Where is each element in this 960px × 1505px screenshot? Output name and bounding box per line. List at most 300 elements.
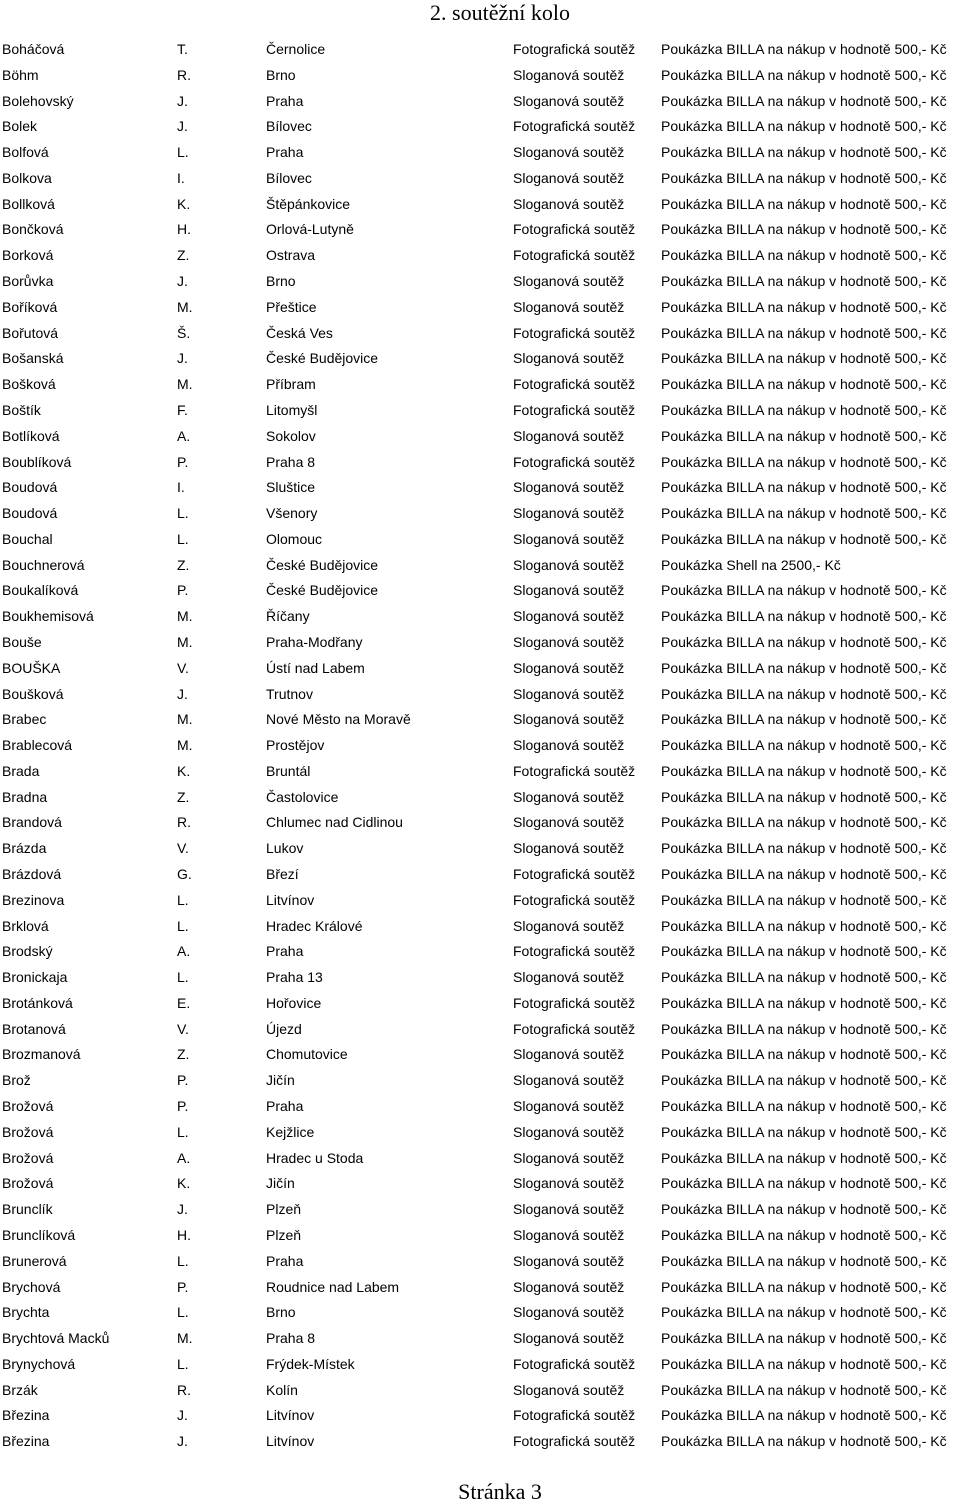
table-row	[0, 759, 960, 785]
prize-cell: Poukázka BILLA na nákup v hodnotě 500,- Kč	[661, 92, 947, 109]
city-cell: Černolice	[266, 41, 326, 57]
surname-cell: Bončková	[2, 221, 64, 238]
initial-cell: K.	[177, 195, 191, 212]
initial-cell: L.	[177, 530, 189, 547]
competition-cell: Sloganová soutěž	[513, 298, 625, 315]
initial-cell: Z.	[177, 556, 190, 573]
surname-cell: Bouchnerová	[2, 556, 85, 573]
table-row	[0, 1326, 960, 1352]
competition-cell: Fotografická soutěž	[513, 247, 636, 264]
initial-cell: A.	[177, 1149, 191, 1166]
city-cell: Hořovice	[266, 994, 322, 1011]
surname-cell: BOUŠKA	[2, 659, 61, 676]
city-cell: Trutnov	[266, 685, 313, 702]
initial-cell: J.	[177, 1201, 188, 1218]
competition-cell: Sloganová soutěž	[513, 144, 625, 161]
city-cell: Ostrava	[266, 247, 316, 264]
surname-cell: Boukhemisová	[2, 608, 94, 625]
table-row	[0, 63, 960, 89]
city-cell: Štěpánkovice	[266, 195, 351, 212]
table-row	[0, 1223, 960, 1249]
competition-cell: Fotografická soutěž	[513, 401, 636, 418]
competition-cell: Sloganová soutěž	[513, 1072, 625, 1089]
surname-cell: Brezinova	[2, 891, 65, 908]
prize-cell: Poukázka BILLA na nákup v hodnotě 500,- Kč	[661, 840, 947, 857]
initial-cell: Z.	[177, 1046, 190, 1063]
surname-cell: Bradna	[2, 788, 48, 805]
city-cell: Prostějov	[266, 737, 325, 754]
prize-cell: Poukázka BILLA na nákup v hodnotě 500,- Kč	[661, 66, 947, 83]
prize-cell: Poukázka BILLA na nákup v hodnotě 500,- Kč	[661, 453, 947, 470]
table-row	[0, 888, 960, 914]
surname-cell: Bronickaja	[2, 969, 68, 986]
city-cell: Kejžlice	[266, 1123, 315, 1140]
city-cell: Přeštice	[266, 298, 317, 315]
table-row	[0, 1300, 960, 1326]
table-row	[0, 372, 960, 398]
competition-cell: Sloganová soutěž	[513, 1226, 625, 1243]
table-row	[0, 604, 960, 630]
city-cell: Bruntál	[266, 762, 311, 779]
surname-cell: Boušková	[2, 685, 64, 702]
city-cell: Hradec u Stoda	[266, 1149, 364, 1166]
competition-cell: Sloganová soutěž	[513, 169, 625, 186]
initial-cell: H.	[177, 1226, 191, 1243]
city-cell: Sluštice	[266, 479, 316, 496]
initial-cell: V.	[177, 659, 189, 676]
initial-cell: L.	[177, 1123, 189, 1140]
initial-cell: J.	[177, 685, 188, 702]
city-cell: České Budějovice	[266, 556, 379, 573]
surname-cell: Brunerová	[2, 1252, 67, 1269]
table-row	[0, 656, 960, 682]
city-cell: Chomutovice	[266, 1046, 348, 1063]
initial-cell: J.	[177, 1407, 188, 1424]
city-cell: Praha	[266, 1098, 304, 1115]
competition-cell: Sloganová soutěž	[513, 273, 625, 290]
table-row	[0, 346, 960, 372]
surname-cell: Březina	[2, 1407, 50, 1424]
initial-cell: M.	[177, 737, 193, 754]
prize-cell: Poukázka BILLA na nákup v hodnotě 500,- Kč	[661, 247, 947, 264]
surname-cell: Borůvka	[2, 273, 54, 290]
table-row	[0, 991, 960, 1017]
initial-cell: E.	[177, 994, 191, 1011]
competition-cell: Sloganová soutěž	[513, 1046, 625, 1063]
initial-cell: P.	[177, 1278, 189, 1295]
initial-cell: Š.	[177, 324, 191, 341]
table-row	[0, 1017, 960, 1043]
table-row	[0, 1249, 960, 1275]
competition-cell: Fotografická soutěž	[513, 453, 636, 470]
city-cell: Praha	[266, 943, 304, 960]
initial-cell: L.	[177, 1252, 189, 1269]
competition-cell: Sloganová soutěž	[513, 633, 625, 650]
initial-cell: P.	[177, 1072, 189, 1089]
prize-cell: Poukázka BILLA na nákup v hodnotě 500,- Kč	[661, 169, 947, 186]
prize-cell: Poukázka BILLA na nákup v hodnotě 500,- Kč	[661, 1149, 947, 1166]
competition-cell: Sloganová soutěž	[513, 685, 625, 702]
city-cell: Praha 8	[266, 1330, 316, 1347]
prize-cell: Poukázka BILLA na nákup v hodnotě 500,- Kč	[661, 788, 947, 805]
initial-cell: L.	[177, 144, 189, 161]
surname-cell: Brandová	[2, 814, 62, 831]
prize-cell: Poukázka BILLA na nákup v hodnotě 500,- Kč	[661, 814, 947, 831]
competition-cell: Fotografická soutěž	[513, 866, 636, 882]
surname-cell: Brožová	[2, 1149, 54, 1166]
surname-cell: Böhm	[2, 66, 39, 83]
city-cell: Hradec Králové	[266, 917, 363, 934]
surname-cell: Bouchal	[2, 530, 53, 547]
prize-cell: Poukázka BILLA na nákup v hodnotě 500,- Kč	[661, 1355, 947, 1372]
competition-cell: Sloganová soutěž	[513, 1381, 625, 1398]
prize-cell: Poukázka BILLA na nákup v hodnotě 500,- Kč	[661, 144, 947, 161]
competition-cell: Sloganová soutěž	[513, 1201, 625, 1218]
table-row	[0, 965, 960, 991]
prize-cell: Poukázka BILLA na nákup v hodnotě 500,- Kč	[661, 427, 947, 444]
city-cell: Praha	[266, 1252, 304, 1269]
initial-cell: P.	[177, 453, 189, 470]
competition-cell: Sloganová soutěž	[513, 479, 625, 496]
competition-cell: Fotografická soutěž	[513, 762, 636, 779]
table-row	[0, 398, 960, 424]
competition-cell: Sloganová soutěž	[513, 1330, 625, 1347]
table-row	[0, 733, 960, 759]
city-cell: Všenory	[266, 505, 318, 522]
surname-cell: Brabec	[2, 711, 47, 728]
competition-cell: Fotografická soutěž	[513, 994, 636, 1011]
table-row	[0, 295, 960, 321]
prize-cell: Poukázka BILLA na nákup v hodnotě 500,- Kč	[661, 1098, 947, 1115]
city-cell: Praha 8	[266, 453, 316, 470]
prize-cell: Poukázka BILLA na nákup v hodnotě 500,- Kč	[661, 1226, 947, 1243]
initial-cell: T.	[177, 41, 188, 57]
initial-cell: M.	[177, 633, 193, 650]
competition-cell: Sloganová soutěž	[513, 530, 625, 547]
table-row	[0, 1068, 960, 1094]
city-cell: Újezd	[266, 1020, 302, 1037]
competition-cell: Sloganová soutěž	[513, 1098, 625, 1115]
surname-cell: Brož	[2, 1072, 31, 1089]
surname-cell: Brablecová	[2, 737, 73, 754]
surname-cell: Bolkova	[2, 169, 52, 186]
city-cell: Frýdek-Místek	[266, 1355, 355, 1372]
prize-cell: Poukázka BILLA na nákup v hodnotě 500,- Kč	[661, 41, 947, 57]
table-row	[0, 810, 960, 836]
surname-cell: Boříková	[2, 298, 58, 315]
surname-cell: Brada	[2, 762, 40, 779]
table-row	[0, 114, 960, 140]
surname-cell: Botlíková	[2, 427, 60, 444]
initial-cell: F.	[177, 401, 188, 418]
city-cell: Příbram	[266, 376, 316, 393]
city-cell: Orlová-Lutyně	[266, 221, 354, 238]
prize-cell: Poukázka BILLA na nákup v hodnotě 500,- Kč	[661, 943, 947, 960]
competition-cell: Sloganová soutěž	[513, 608, 625, 625]
table-row	[0, 1197, 960, 1223]
table-row	[0, 1120, 960, 1146]
prize-cell: Poukázka BILLA na nákup v hodnotě 500,- Kč	[661, 1046, 947, 1063]
initial-cell: P.	[177, 1098, 189, 1115]
surname-cell: Brožová	[2, 1175, 54, 1192]
competition-cell: Sloganová soutěž	[513, 556, 625, 573]
competition-cell: Sloganová soutěž	[513, 917, 625, 934]
surname-cell: Bořutová	[2, 324, 59, 341]
competition-cell: Sloganová soutěž	[513, 788, 625, 805]
city-cell: Kolín	[266, 1381, 298, 1398]
prize-cell: Poukázka BILLA na nákup v hodnotě 500,- Kč	[661, 1201, 947, 1218]
surname-cell: Brotanová	[2, 1020, 66, 1037]
city-cell: Častolovice	[266, 788, 339, 805]
prize-cell: Poukázka BILLA na nákup v hodnotě 500,- Kč	[661, 350, 947, 367]
city-cell: České Budějovice	[266, 582, 379, 599]
prize-cell: Poukázka BILLA na nákup v hodnotě 500,- Kč	[661, 505, 947, 522]
initial-cell: R.	[177, 66, 191, 83]
surname-cell: Bošanská	[2, 350, 64, 367]
initial-cell: R.	[177, 1381, 191, 1398]
city-cell: České Budějovice	[266, 350, 379, 367]
prize-cell: Poukázka BILLA na nákup v hodnotě 500,- Kč	[661, 969, 947, 986]
competition-cell: Fotografická soutěž	[513, 324, 636, 341]
prize-cell: Poukázka BILLA na nákup v hodnotě 500,- Kč	[661, 1407, 947, 1424]
surname-cell: Boukalíková	[2, 582, 79, 599]
surname-cell: Brodský	[2, 943, 53, 960]
surname-cell: Brunclík	[2, 1201, 53, 1218]
table-row	[0, 166, 960, 192]
prize-cell: Poukázka BILLA na nákup v hodnotě 500,- Kč	[661, 1123, 947, 1140]
prize-cell: Poukázka BILLA na nákup v hodnotě 500,- Kč	[661, 221, 947, 238]
table-row	[0, 630, 960, 656]
surname-cell: Boháčová	[2, 41, 65, 57]
surname-cell: Brázda	[2, 840, 47, 857]
initial-cell: P.	[177, 582, 189, 599]
prize-cell: Poukázka BILLA na nákup v hodnotě 500,- Kč	[661, 1072, 947, 1089]
city-cell: Brno	[266, 273, 296, 290]
initial-cell: L.	[177, 1355, 189, 1372]
city-cell: Litvínov	[266, 1433, 315, 1450]
city-cell: Litvínov	[266, 1407, 315, 1424]
city-cell: Nové Město na Moravě	[266, 711, 411, 728]
initial-cell: M.	[177, 376, 193, 393]
initial-cell: K.	[177, 1175, 191, 1192]
surname-cell: Brožová	[2, 1123, 54, 1140]
table-row	[0, 707, 960, 733]
city-cell: Bílovec	[266, 118, 312, 135]
prize-cell: Poukázka BILLA na nákup v hodnotě 500,- Kč	[661, 582, 947, 599]
table-row	[0, 140, 960, 166]
city-cell: Praha	[266, 92, 304, 109]
table-row	[0, 37, 960, 63]
prize-cell: Poukázka BILLA na nákup v hodnotě 500,- Kč	[661, 1175, 947, 1192]
table-row	[0, 1094, 960, 1120]
prize-cell: Poukázka Shell na 2500,- Kč	[661, 556, 841, 573]
prize-cell: Poukázka BILLA na nákup v hodnotě 500,- Kč	[661, 685, 947, 702]
table-row	[0, 939, 960, 965]
initial-cell: L.	[177, 1304, 189, 1321]
competition-cell: Sloganová soutěž	[513, 1175, 625, 1192]
city-cell: Brno	[266, 66, 296, 83]
page-title: 2. soutěžní kolo	[430, 0, 570, 25]
competition-cell: Fotografická soutěž	[513, 1355, 636, 1372]
prize-cell: Poukázka BILLA na nákup v hodnotě 500,- Kč	[661, 1252, 947, 1269]
competition-cell: Sloganová soutěž	[513, 840, 625, 857]
city-cell: Česká Ves	[266, 324, 333, 341]
initial-cell: A.	[177, 427, 191, 444]
prize-cell: Poukázka BILLA na nákup v hodnotě 500,- Kč	[661, 1278, 947, 1295]
table-row	[0, 217, 960, 243]
prize-cell: Poukázka BILLA na nákup v hodnotě 500,- Kč	[661, 711, 947, 728]
initial-cell: J.	[177, 118, 188, 135]
initial-cell: I.	[177, 479, 185, 496]
prize-cell: Poukázka BILLA na nákup v hodnotě 500,- Kč	[661, 298, 947, 315]
table-row	[0, 1403, 960, 1429]
competition-cell: Fotografická soutěž	[513, 1407, 636, 1424]
page-number: Stránka 3	[458, 1479, 542, 1504]
competition-cell: Fotografická soutěž	[513, 118, 636, 135]
surname-cell: Boublíková	[2, 453, 72, 470]
surname-cell: Bošková	[2, 376, 56, 393]
table-row	[0, 89, 960, 115]
surname-cell: Brzák	[2, 1381, 38, 1398]
table-row	[0, 424, 960, 450]
initial-cell: R.	[177, 814, 191, 831]
table-row	[0, 475, 960, 501]
initial-cell: V.	[177, 840, 189, 857]
table-row	[0, 450, 960, 476]
competition-cell: Fotografická soutěž	[513, 41, 636, 57]
table-row	[0, 527, 960, 553]
competition-cell: Fotografická soutěž	[513, 891, 636, 908]
prize-cell: Poukázka BILLA na nákup v hodnotě 500,- Kč	[661, 118, 947, 135]
table-row	[0, 578, 960, 604]
table-row	[0, 501, 960, 527]
prize-cell: Poukázka BILLA na nákup v hodnotě 500,- Kč	[661, 273, 947, 290]
city-cell: Praha-Modřany	[266, 633, 363, 650]
surname-cell: Brychtová Macků	[2, 1330, 110, 1347]
initial-cell: I.	[177, 169, 185, 186]
prize-cell: Poukázka BILLA na nákup v hodnotě 500,- Kč	[661, 737, 947, 754]
prize-cell: Poukázka BILLA na nákup v hodnotě 500,- Kč	[661, 479, 947, 496]
competition-cell: Sloganová soutěž	[513, 737, 625, 754]
initial-cell: K.	[177, 762, 191, 779]
table-row	[0, 1352, 960, 1378]
surname-cell: Bolfová	[2, 144, 49, 161]
competition-cell: Sloganová soutěž	[513, 1123, 625, 1140]
city-cell: Praha	[266, 144, 304, 161]
initial-cell: J.	[177, 92, 188, 109]
competition-cell: Sloganová soutěž	[513, 1149, 625, 1166]
competition-cell: Fotografická soutěž	[513, 376, 636, 393]
city-cell: Plzeň	[266, 1201, 302, 1218]
city-cell: Chlumec nad Cidlinou	[266, 814, 403, 831]
city-cell: Březí	[266, 866, 299, 882]
surname-cell: Boudová	[2, 505, 58, 522]
prize-cell: Poukázka BILLA na nákup v hodnotě 500,- Kč	[661, 1304, 947, 1321]
prize-cell: Poukázka BILLA na nákup v hodnotě 500,- Kč	[661, 866, 947, 882]
competition-cell: Sloganová soutěž	[513, 350, 625, 367]
surname-cell: Brychta	[2, 1304, 50, 1321]
prize-cell: Poukázka BILLA na nákup v hodnotě 500,- Kč	[661, 324, 947, 341]
table-row	[0, 682, 960, 708]
surname-cell: Brozmanová	[2, 1046, 81, 1063]
table-row	[0, 192, 960, 218]
prize-cell: Poukázka BILLA na nákup v hodnotě 500,- Kč	[661, 633, 947, 650]
table-row	[0, 1042, 960, 1068]
city-cell: Litvínov	[266, 891, 315, 908]
prize-cell: Poukázka BILLA na nákup v hodnotě 500,- Kč	[661, 762, 947, 779]
initial-cell: L.	[177, 891, 189, 908]
surname-cell: Brotánková	[2, 994, 73, 1011]
competition-cell: Sloganová soutěž	[513, 711, 625, 728]
prize-cell: Poukázka BILLA na nákup v hodnotě 500,- Kč	[661, 401, 947, 418]
city-cell: Jičín	[266, 1072, 295, 1089]
table-row	[0, 1378, 960, 1404]
table-row	[0, 862, 960, 888]
surname-cell: Boudová	[2, 479, 58, 496]
city-cell: Říčany	[266, 608, 310, 625]
city-cell: Olomouc	[266, 530, 323, 547]
prize-cell: Poukázka BILLA na nákup v hodnotě 500,- Kč	[661, 195, 947, 212]
surname-cell: Boštík	[2, 401, 41, 418]
surname-cell: Brunclíková	[2, 1226, 76, 1243]
competition-cell: Sloganová soutěž	[513, 1278, 625, 1295]
initial-cell: Z.	[177, 247, 190, 264]
table-row	[0, 553, 960, 579]
initial-cell: Z.	[177, 788, 190, 805]
initial-cell: M.	[177, 298, 193, 315]
city-cell: Jičín	[266, 1175, 295, 1192]
prize-cell: Poukázka BILLA na nákup v hodnotě 500,- Kč	[661, 994, 947, 1011]
prize-cell: Poukázka BILLA na nákup v hodnotě 500,- Kč	[661, 1330, 947, 1347]
initial-cell: V.	[177, 1020, 189, 1037]
initial-cell: L.	[177, 917, 189, 934]
surname-cell: Bollková	[2, 195, 55, 212]
table-row	[0, 269, 960, 295]
competition-cell: Sloganová soutěž	[513, 92, 625, 109]
prize-cell: Poukázka BILLA na nákup v hodnotě 500,- Kč	[661, 376, 947, 393]
surname-cell: Bolehovský	[2, 92, 74, 109]
city-cell: Sokolov	[266, 427, 316, 444]
prize-cell: Poukázka BILLA na nákup v hodnotě 500,- Kč	[661, 1381, 947, 1398]
competition-cell: Sloganová soutěž	[513, 195, 625, 212]
city-cell: Plzeň	[266, 1226, 302, 1243]
surname-cell: Brychová	[2, 1278, 61, 1295]
initial-cell: G.	[177, 866, 192, 882]
table-row	[0, 1146, 960, 1172]
surname-cell: Brožová	[2, 1098, 54, 1115]
prize-cell: Poukázka BILLA na nákup v hodnotě 500,- Kč	[661, 530, 947, 547]
initial-cell: M.	[177, 1330, 193, 1347]
winners-table	[0, 37, 960, 1455]
prize-cell: Poukázka BILLA na nákup v hodnotě 500,- Kč	[661, 659, 947, 676]
competition-cell: Sloganová soutěž	[513, 659, 625, 676]
competition-cell: Fotografická soutěž	[513, 943, 636, 960]
competition-cell: Sloganová soutěž	[513, 505, 625, 522]
competition-cell: Fotografická soutěž	[513, 221, 636, 238]
competition-cell: Fotografická soutěž	[513, 1433, 636, 1450]
table-row	[0, 1275, 960, 1301]
prize-cell: Poukázka BILLA na nákup v hodnotě 500,- Kč	[661, 1433, 947, 1450]
table-row	[0, 321, 960, 347]
initial-cell: M.	[177, 608, 193, 625]
table-row	[0, 785, 960, 811]
city-cell: Brno	[266, 1304, 296, 1321]
city-cell: Lukov	[266, 840, 304, 857]
city-cell: Roudnice nad Labem	[266, 1278, 400, 1295]
table-row	[0, 1171, 960, 1197]
competition-cell: Sloganová soutěž	[513, 814, 625, 831]
initial-cell: M.	[177, 711, 193, 728]
